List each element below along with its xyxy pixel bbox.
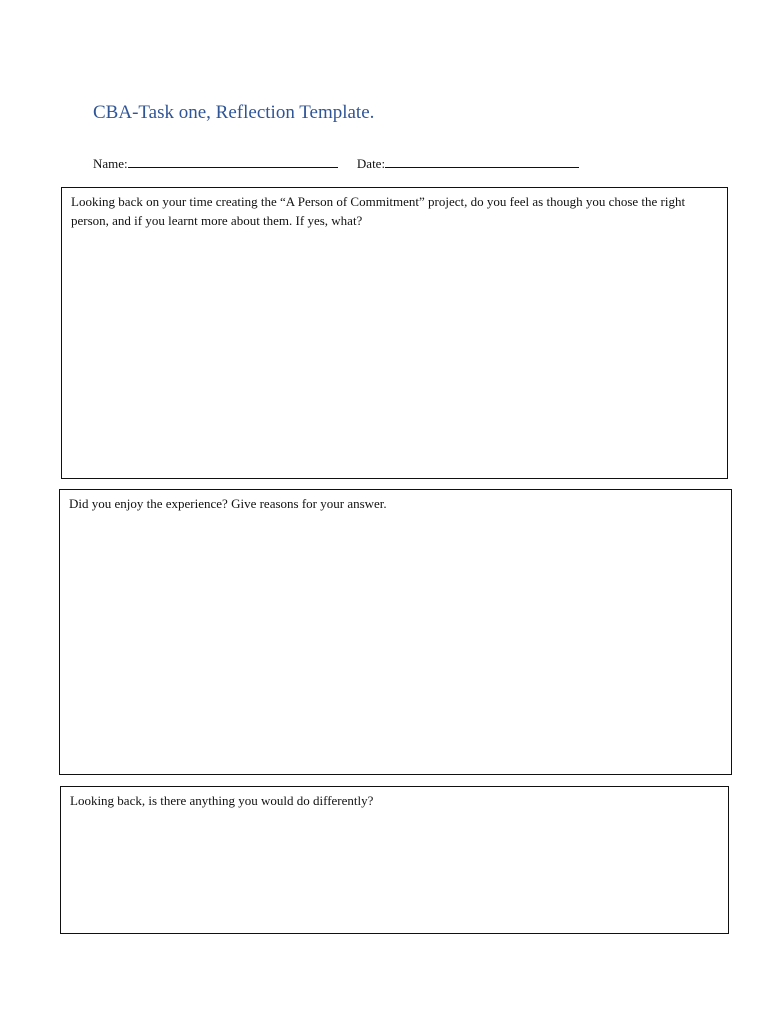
name-date-row bbox=[93, 154, 579, 173]
question-box-1[interactable] bbox=[61, 187, 728, 479]
question-box-3[interactable] bbox=[60, 786, 729, 934]
date-label: Date: bbox=[356, 156, 386, 171]
name-blank-line[interactable] bbox=[128, 154, 338, 168]
question-box-2[interactable] bbox=[59, 489, 732, 775]
question-2-text: Did you enjoy the experience? Give reasons for your answer. bbox=[69, 496, 387, 511]
date-blank-line[interactable] bbox=[385, 154, 579, 168]
name-label: Name: bbox=[93, 156, 128, 171]
date-field bbox=[357, 154, 579, 173]
question-3-text: Looking back, is there anything you would do differently? bbox=[70, 793, 374, 808]
question-1-text: Looking back on your time creating the “A Person of Commitment” project, do you feel as though you chose the right person, and if you learnt more about them. If yes, what? bbox=[71, 194, 686, 228]
document-title: CBA-Task one, Reflection Template. bbox=[93, 102, 375, 123]
name-field bbox=[93, 154, 338, 173]
